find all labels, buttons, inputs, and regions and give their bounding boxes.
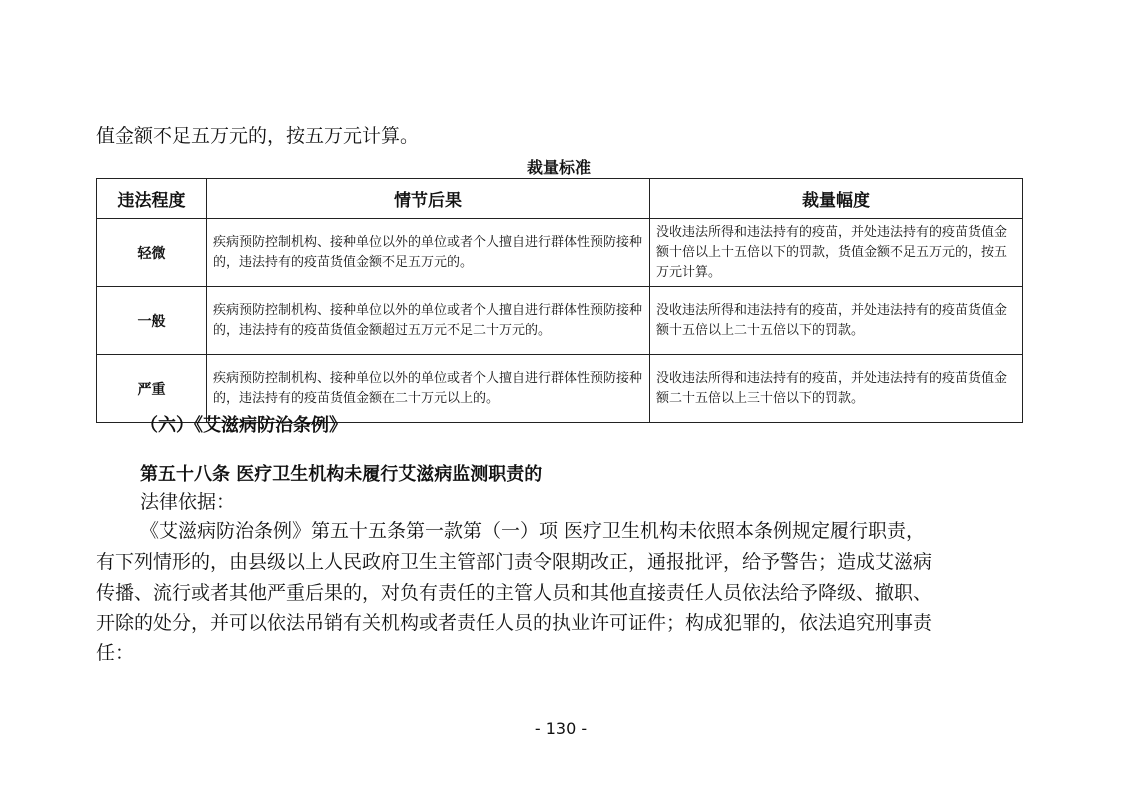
level-cell: 轻微 [97, 219, 207, 287]
table-caption: 裁量标准 [526, 158, 591, 177]
table-row [97, 219, 1023, 287]
body-line-5: 任： [96, 642, 135, 664]
level-cell: 严重 [97, 355, 207, 423]
continued-paragraph-line: 值金额不足五万元的，按五万元计算。 [96, 125, 420, 147]
table-header-row [97, 179, 1023, 219]
penalty-cell: 没收违法所得和违法持有的疫苗，并处违法持有的疫苗货值金额十五倍以上二十五倍以下的罚款。 [650, 287, 1023, 355]
article-heading: 第五十八条 医疗卫生机构未履行艾滋病监测职责的 [140, 464, 543, 485]
legal-basis-label: 法律依据： [140, 491, 236, 513]
body-line-4: 开除的处分，并可以依法吊销有关机构或者责任人员的执业许可证件；构成犯罪的，依法追究刑事责 [96, 612, 933, 634]
consequence-cell: 疾病预防控制机构、接种单位以外的单位或者个人擅自进行群体性预防接种的，违法持有的疫苗货值金额不足五万元的。 [207, 219, 650, 287]
penalty-standard-table [96, 178, 1023, 423]
body-line-1: 《艾滋病防治条例》第五十五条第一款第（一）项 医疗卫生机构未依照本条例规定履行职责， [140, 520, 926, 542]
body-line-3: 传播、流行或者其他严重后果的，对负有责任的主管人员和其他直接责任人员依法给予降级、撤职、 [96, 582, 933, 604]
header-circumstances-consequences: 情节后果 [207, 179, 650, 219]
consequence-cell: 疾病预防控制机构、接种单位以外的单位或者个人擅自进行群体性预防接种的，违法持有的疫苗货值金额超过五万元不足二十万元的。 [207, 287, 650, 355]
penalty-cell: 没收违法所得和违法持有的疫苗，并处违法持有的疫苗货值金额二十五倍以上三十倍以下的罚款。 [650, 355, 1023, 423]
page-number: - 130 - [534, 719, 588, 738]
header-violation-degree: 违法程度 [97, 179, 207, 219]
header-penalty-range: 裁量幅度 [650, 179, 1023, 219]
body-line-2: 有下列情形的，由县级以上人民政府卫生主管部门责令限期改正，通报批评，给予警告；造成艾滋病 [96, 551, 933, 573]
penalty-cell: 没收违法所得和违法持有的疫苗，并处违法持有的疫苗货值金额十倍以上十五倍以下的罚款，货值金额不足五万元的，按五万元计算。 [650, 219, 1023, 287]
table-row [97, 287, 1023, 355]
consequence-cell: 疾病预防控制机构、接种单位以外的单位或者个人擅自进行群体性预防接种的，违法持有的疫苗货值金额在二十万元以上的。 [207, 355, 650, 423]
section-heading: （六）《艾滋病防治条例》 [140, 415, 347, 436]
level-cell: 一般 [97, 287, 207, 355]
